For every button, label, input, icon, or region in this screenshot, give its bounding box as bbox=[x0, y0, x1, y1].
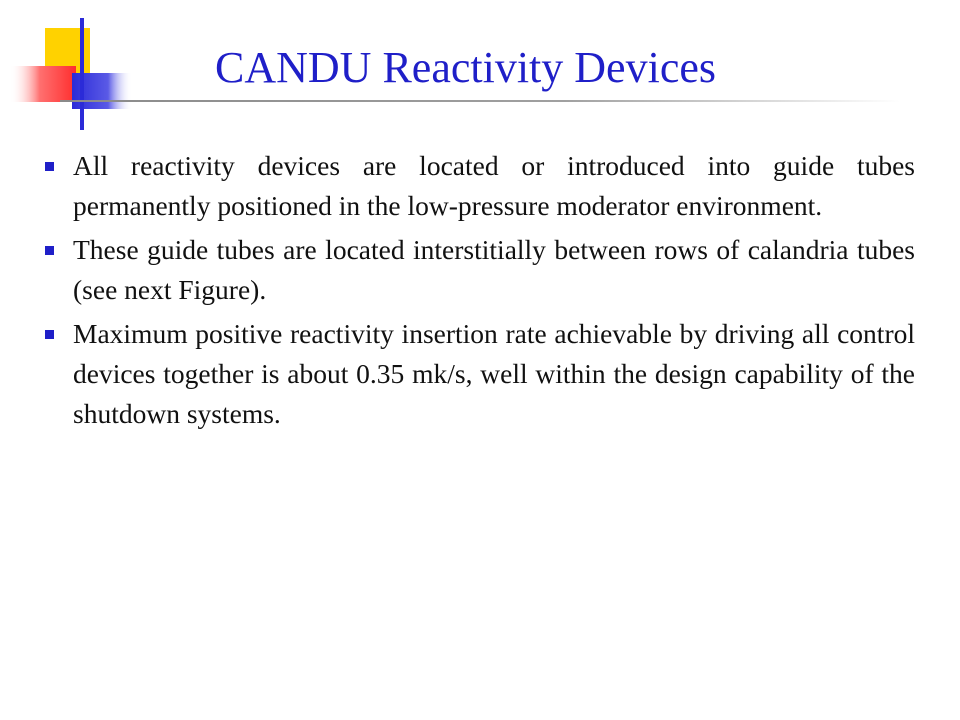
title-underline bbox=[60, 100, 900, 102]
bullet-item bbox=[45, 146, 915, 226]
square-bullet-icon bbox=[45, 330, 54, 339]
bullet-item bbox=[45, 230, 915, 310]
slide-title: CANDU Reactivity Devices bbox=[215, 43, 716, 92]
bullet-text: These guide tubes are located interstitially between rows of calandria tubes (see next Figure). bbox=[73, 234, 915, 305]
template-logo-graphic bbox=[0, 0, 140, 140]
bullet-text: All reactivity devices are located or introduced into guide tubes permanently positioned in the low-pressure moderator environment. bbox=[73, 150, 915, 221]
square-bullet-icon bbox=[45, 162, 54, 171]
bullet-item bbox=[45, 314, 915, 434]
bullet-text: Maximum positive reactivity insertion rate achievable by driving all control devices together is about 0.35 mk/s, well within the design capability of the shutdown systems. bbox=[73, 318, 915, 429]
bullet-list bbox=[45, 146, 915, 438]
square-bullet-icon bbox=[45, 246, 54, 255]
